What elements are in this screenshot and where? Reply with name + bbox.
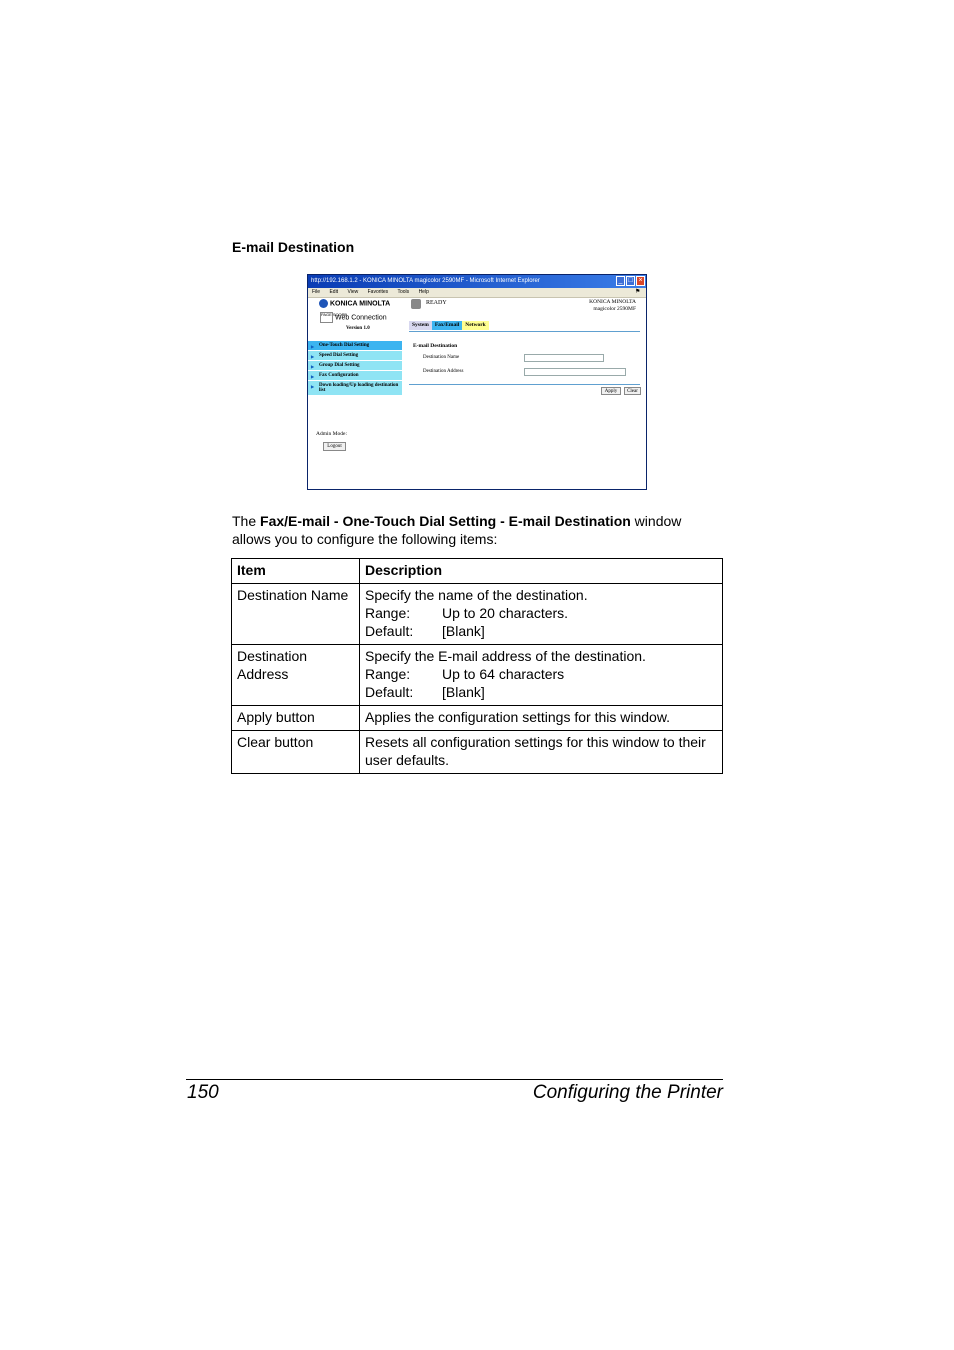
- minimize-icon[interactable]: _: [616, 276, 625, 286]
- menu-edit[interactable]: Edit: [329, 289, 339, 295]
- menu-view[interactable]: View: [347, 289, 359, 295]
- destination-name-label: Destination Name: [423, 355, 460, 360]
- browser-menu-bar: [308, 288, 646, 298]
- sidebar-item-one-touch[interactable]: ▶ One-Touch Dial Setting: [308, 341, 402, 351]
- tab-network[interactable]: Network: [462, 321, 488, 330]
- items-table: [231, 558, 723, 774]
- windows-flag-icon: ⚑: [635, 289, 643, 296]
- description-cell: Specify the E-mail address of the destination. Range: Up to 64 characters Default: [Blank]: [360, 645, 723, 706]
- tab-fax-email[interactable]: Fax/Email: [432, 321, 462, 330]
- form-title: E-mail Destination: [413, 343, 458, 349]
- item-cell: Clear button: [232, 731, 360, 774]
- maximize-icon[interactable]: □: [626, 276, 635, 286]
- arrow-icon: ▶: [311, 364, 315, 369]
- logo-area: [318, 299, 408, 339]
- destination-address-label: Destination Address: [423, 369, 464, 374]
- printer-status: READY: [426, 300, 447, 306]
- header-description: Description: [360, 559, 723, 584]
- web-connection-logo: PAGE SCOPEWeb Connection: [321, 312, 387, 322]
- arrow-icon: ▶: [311, 354, 315, 359]
- arrow-icon: ▶: [311, 344, 315, 349]
- clear-button[interactable]: Clear: [624, 387, 641, 395]
- table-header-row: [232, 559, 723, 584]
- logout-button[interactable]: Logout: [323, 442, 346, 451]
- menu-file[interactable]: File: [312, 289, 321, 295]
- arrow-icon: ▶: [311, 374, 315, 379]
- destination-name-input[interactable]: [524, 354, 604, 362]
- chapter-title: Configuring the Printer: [532, 1082, 723, 1103]
- menu-tools[interactable]: Tools: [397, 289, 410, 295]
- main-tabs: [409, 321, 489, 330]
- close-icon[interactable]: ×: [636, 276, 645, 286]
- intro-paragraph: The Fax/E-mail - One-Touch Dial Setting - E-mail Destination window allows you to configure the following items:: [232, 513, 682, 547]
- browser-title-bar: [308, 275, 646, 288]
- sidebar-item-download-upload[interactable]: ▶ Down loading/Up loading destination list: [308, 381, 402, 396]
- sidebar-item-group-dial[interactable]: ▶ Group Dial Setting: [308, 361, 402, 371]
- window-title: http://192.168.1.2 - KONICA MINOLTA magicolor 2590MF - Microsoft Internet Explorer: [311, 278, 540, 284]
- header-item: Item: [232, 559, 360, 584]
- apply-button[interactable]: Apply: [601, 387, 621, 395]
- sidebar-item-speed-dial[interactable]: ▶ Speed Dial Setting: [308, 351, 402, 361]
- sidebar-item-fax-configuration[interactable]: ▶ Fax Configuration: [308, 371, 402, 381]
- table-row: [232, 706, 723, 731]
- table-row: [232, 584, 723, 645]
- item-cell: Apply button: [232, 706, 360, 731]
- arrow-icon: ▶: [311, 384, 315, 389]
- description-cell: Applies the configuration settings for this window.: [360, 706, 723, 731]
- sidebar: [308, 341, 402, 396]
- web-connection-screenshot: [307, 274, 647, 490]
- globe-icon: [319, 299, 328, 308]
- konica-minolta-logo: KONICA MINOLTA: [319, 299, 390, 308]
- menu-favorites[interactable]: Favorites: [367, 289, 389, 295]
- printer-model: KONICA MINOLTA magicolor 2590MF: [589, 299, 636, 312]
- pagescope-icon: PAGE SCOPE: [320, 312, 333, 323]
- description-cell: Resets all configuration settings for this window to their user defaults.: [360, 731, 723, 774]
- table-row: [232, 645, 723, 706]
- version-label: Version 1.0: [346, 326, 370, 331]
- menu-help[interactable]: Help: [418, 289, 429, 295]
- tab-system[interactable]: System: [409, 321, 432, 330]
- tab-divider: [409, 331, 640, 332]
- footer-rule: [186, 1079, 723, 1080]
- printer-icon: [411, 299, 421, 309]
- description-cell: Specify the name of the destination. Range: Up to 20 characters. Default: [Blank]: [360, 584, 723, 645]
- item-cell: Destination Name: [232, 584, 360, 645]
- window-path: Fax/E-mail - One-Touch Dial Setting - E-mail Destination: [260, 513, 631, 529]
- form-divider: [409, 384, 640, 385]
- item-cell: Destination Address: [232, 645, 360, 706]
- admin-mode-label: Admin Mode:: [316, 431, 348, 437]
- table-row: [232, 731, 723, 774]
- page-number: 150: [187, 1082, 219, 1103]
- destination-address-input[interactable]: [524, 368, 626, 376]
- section-heading: E-mail Destination: [232, 239, 355, 255]
